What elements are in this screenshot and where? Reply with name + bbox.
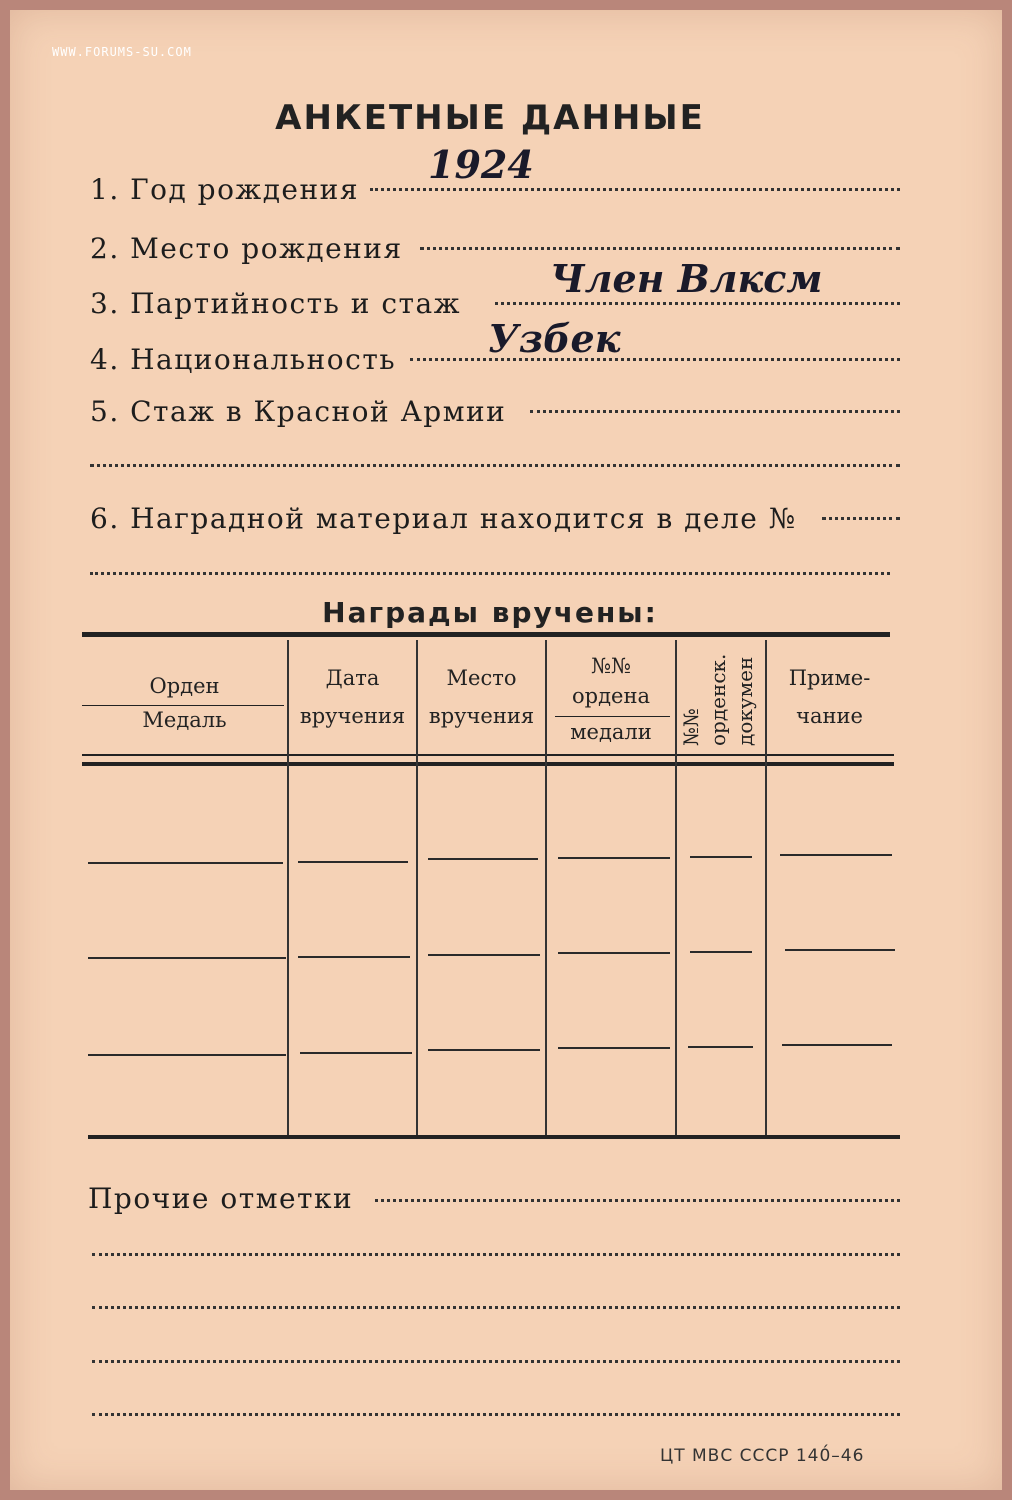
field-award-file-label: 6. Наградной материал находится в деле № [90, 502, 797, 535]
row1-order-medal-cell[interactable] [88, 862, 283, 864]
print-code: ЦТ МВС СССР 140́–46 [660, 1446, 865, 1466]
field-party-line[interactable] [495, 302, 900, 305]
header-number-divider [555, 716, 670, 717]
header-note-2: чание [796, 704, 863, 728]
header-date-1: Дата [325, 666, 380, 690]
header-doc-number-2: орденск. [706, 653, 730, 746]
header-medal-number: медали [570, 720, 652, 744]
header-medal: Медаль [142, 708, 227, 732]
column-divider [545, 640, 547, 1135]
header-place-2: вручения [428, 704, 535, 728]
field-army-service-line[interactable] [530, 410, 900, 413]
watermark: WWW.FORUMS-SU.COM [52, 45, 192, 59]
row2-note-cell[interactable] [785, 949, 895, 951]
row1-doc-cell[interactable] [690, 856, 752, 858]
row3-date-cell[interactable] [300, 1052, 412, 1054]
field-birth-year-line[interactable] [370, 188, 900, 191]
award-card [10, 10, 1002, 1490]
table-top-rule [82, 632, 890, 637]
row3-doc-cell[interactable] [688, 1046, 753, 1048]
header-doc-number-3: докумен [733, 656, 757, 746]
field-party-label: 3. Партийность и стаж [90, 287, 461, 320]
header-order-number: ордена [572, 684, 650, 708]
field-birth-year-label: 1. Год рождения [90, 173, 359, 206]
other-marks-line-2[interactable] [92, 1253, 900, 1256]
other-marks-line-3[interactable] [92, 1306, 900, 1309]
row1-note-cell[interactable] [780, 854, 892, 856]
row2-number-cell[interactable] [558, 952, 670, 954]
row3-number-cell[interactable] [558, 1047, 670, 1049]
field-birthplace-label: 2. Место рождения [90, 232, 403, 265]
field-party-value: Член Влксм [550, 256, 823, 301]
row3-note-cell[interactable] [782, 1044, 892, 1046]
other-marks-label: Прочие отметки [88, 1182, 354, 1215]
field-award-file-line-2[interactable] [90, 572, 890, 575]
row2-order-medal-cell[interactable] [88, 957, 286, 959]
row1-place-cell[interactable] [428, 858, 538, 860]
field-birthplace-line[interactable] [420, 247, 900, 250]
row3-order-medal-cell[interactable] [88, 1054, 286, 1056]
field-nationality-line[interactable] [410, 358, 900, 361]
header-place-1: Место [446, 666, 517, 690]
page-title: АНКЕТНЫЕ ДАННЫЕ [275, 98, 705, 138]
table-bottom-rule [88, 1135, 900, 1139]
row1-number-cell[interactable] [558, 857, 670, 859]
header-nums: №№ [591, 654, 631, 678]
field-nationality-label: 4. Национальность [90, 343, 397, 376]
header-date-2: вручения [299, 704, 406, 728]
row1-date-cell[interactable] [298, 861, 408, 863]
table-header-rule-thick [82, 762, 894, 766]
field-award-file-line[interactable] [822, 517, 900, 520]
header-order: Орден [149, 674, 220, 698]
row2-place-cell[interactable] [428, 954, 540, 956]
other-marks-line-5[interactable] [92, 1413, 900, 1416]
field-army-service-label: 5. Стаж в Красной Армии [90, 395, 507, 428]
row3-place-cell[interactable] [428, 1049, 540, 1051]
awards-title: Награды вручены: [322, 596, 658, 629]
row2-doc-cell[interactable] [690, 951, 752, 953]
column-divider [675, 640, 677, 1135]
field-birth-year-value: 1924 [428, 142, 534, 187]
row2-date-cell[interactable] [298, 956, 410, 958]
header-note-1: Приме- [788, 666, 871, 690]
field-nationality-value: Узбек [488, 316, 621, 361]
other-marks-line-4[interactable] [92, 1360, 900, 1363]
header-doc-number-1: №№ [679, 708, 703, 746]
table-header-rule [82, 754, 894, 756]
field-army-service-line-2[interactable] [90, 464, 900, 467]
other-marks-line-1[interactable] [375, 1199, 900, 1202]
